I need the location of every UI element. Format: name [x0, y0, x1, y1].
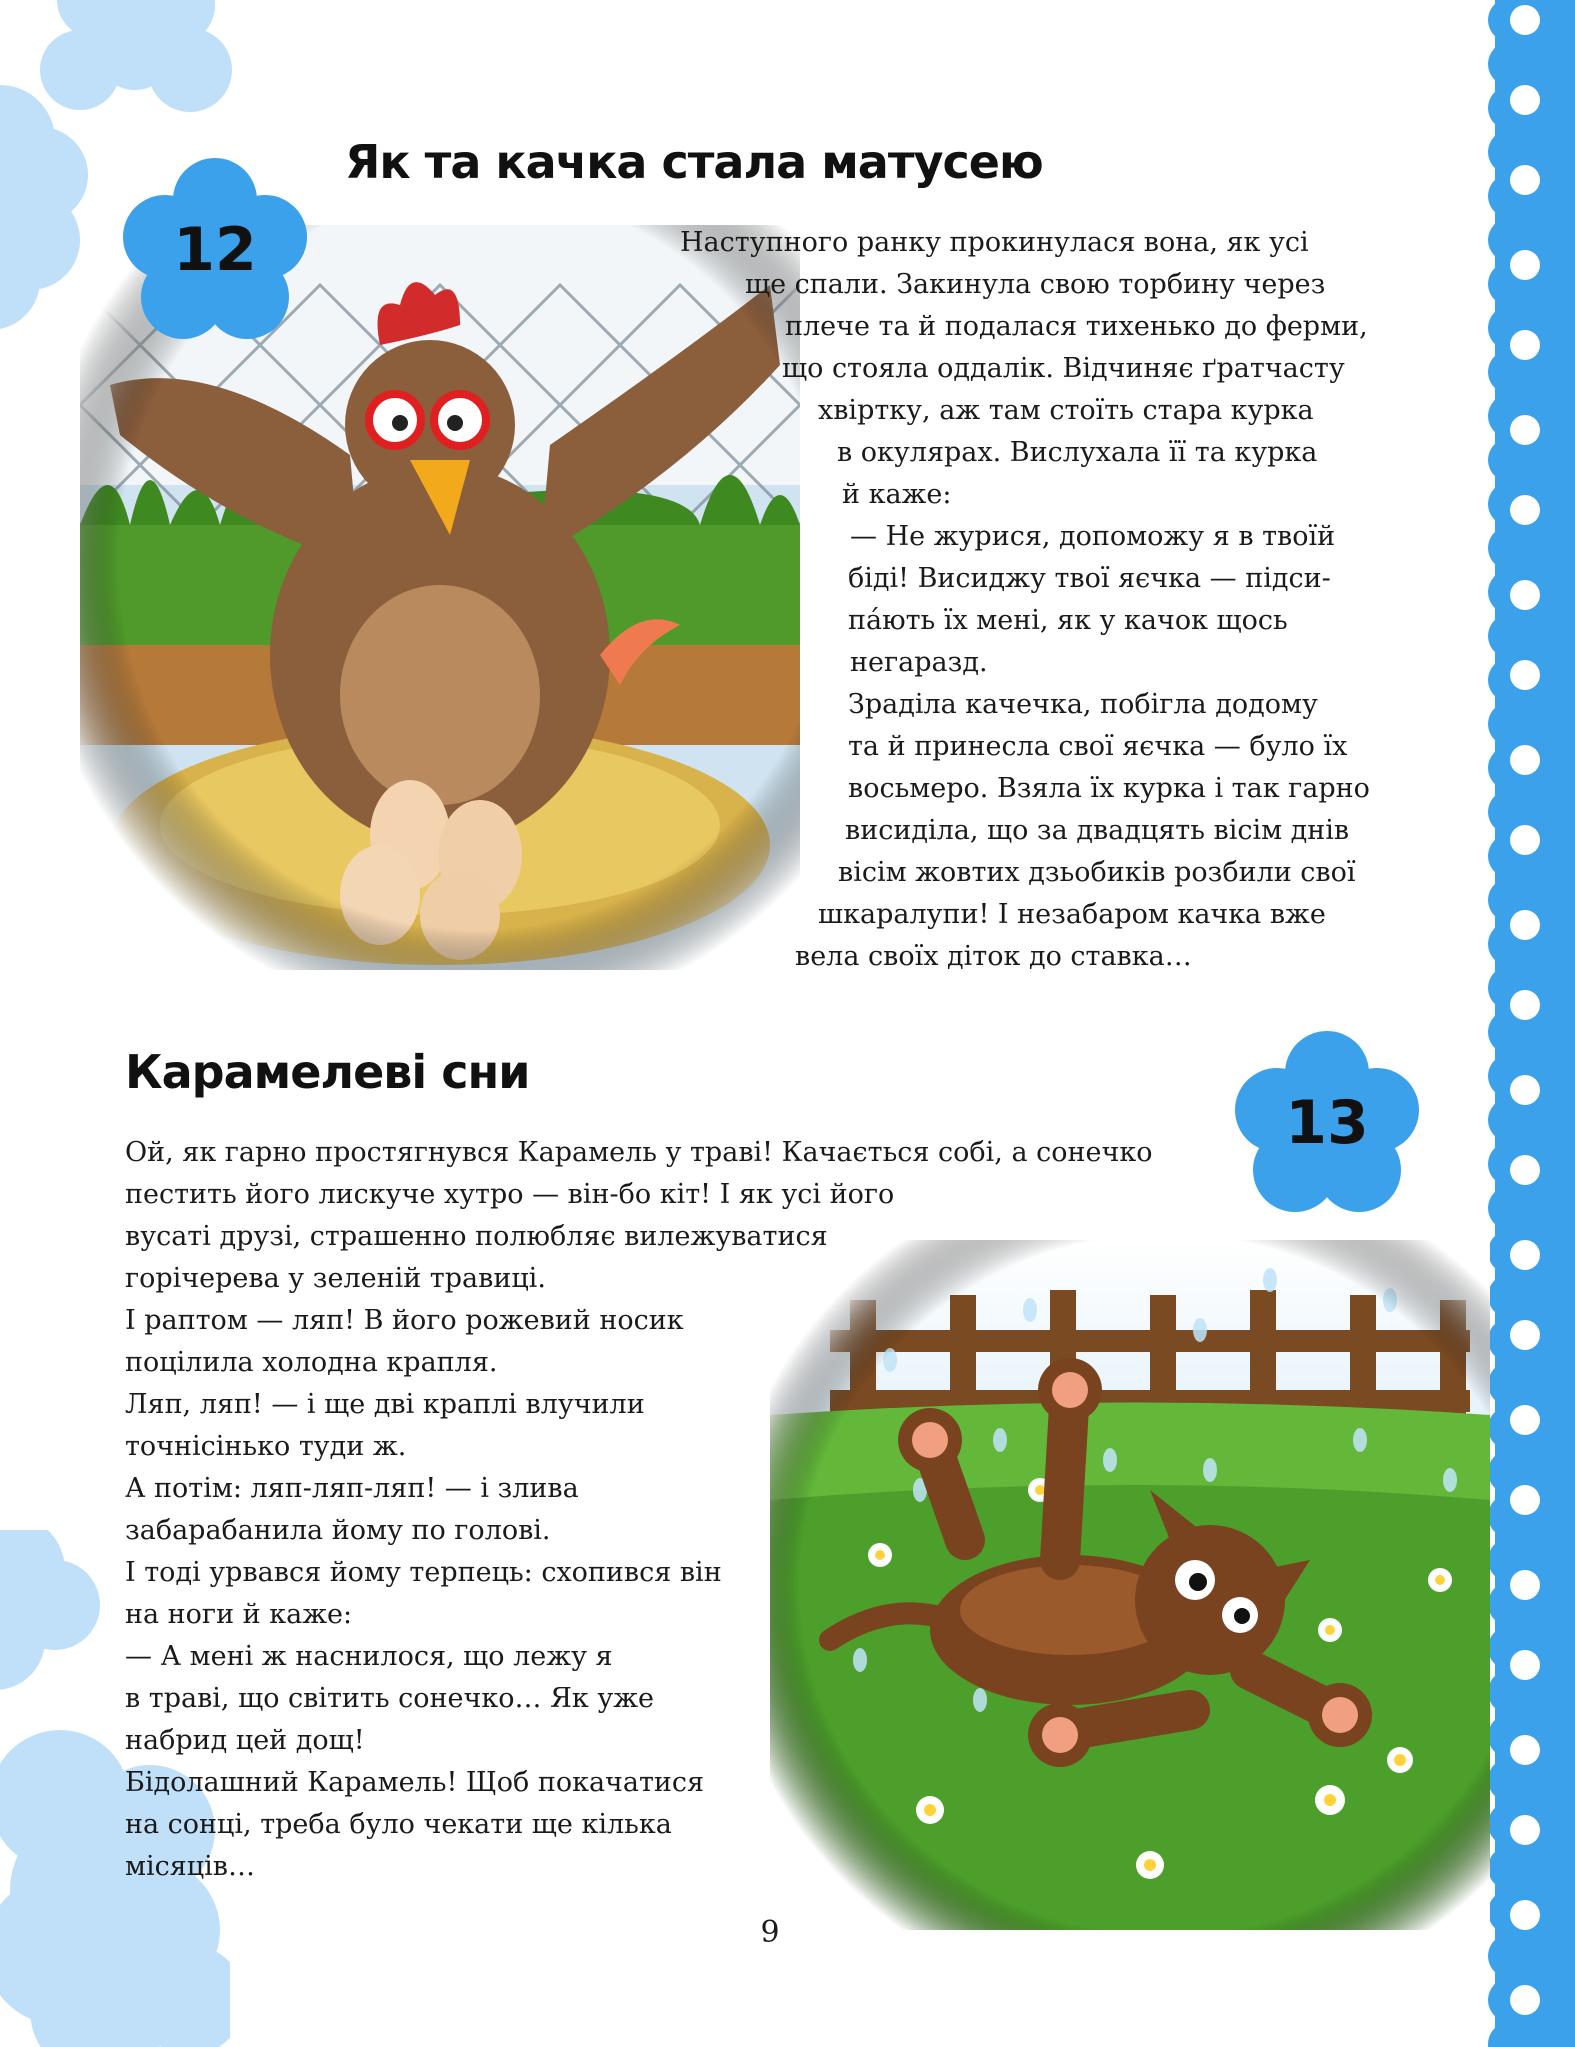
story-13-number-badge: [1232, 1028, 1422, 1218]
story-13-line: Ляп, ляп! — і ще дві краплі влучили: [125, 1389, 645, 1420]
story-13-line: — А мені ж наснилося, що лежу я: [125, 1641, 613, 1672]
story-13-line: А потім: ляп-ляп-ляп! — і злива: [125, 1473, 579, 1504]
story-13-line: Ой, як гарно простягнувся Карамель у траві! Качається собі, а сонечко: [125, 1137, 1153, 1168]
story-12-line: вісім жовтих дзьобиків розбили свої: [838, 857, 1356, 888]
story-13-line: набрид цей дощ!: [125, 1725, 365, 1756]
story-13-line: горічерева у зеленій травиці.: [125, 1263, 546, 1294]
story-12-line: вела своїх діток до ставка…: [795, 941, 1192, 972]
story-12-line: восьмеро. Взяла їх курка і так гарно: [848, 773, 1370, 804]
story-12-title: Як та качка стала матусею: [345, 135, 1043, 189]
story-12-line: біді! Висиджу твої яєчка — підси-: [848, 563, 1331, 594]
story-12-line: ще спали. Закинула свою торбину через: [745, 269, 1326, 300]
story-12-line: висиділа, що за двадцять вісім днів: [845, 815, 1350, 846]
story-12-line: Зраділа качечка, побігла додому: [848, 689, 1318, 720]
story-12-line: в окулярах. Вислухала її та курка: [837, 437, 1318, 468]
story-12-line: Наступного ранку прокинулася вона, як усі: [680, 227, 1309, 258]
story-13-line: І тоді урвався йому терпець: схопився він: [125, 1557, 722, 1588]
story-13-line: в траві, що світить сонечко… Як уже: [125, 1683, 655, 1714]
cat-in-rain-illustration: [770, 1240, 1490, 1930]
story-13-line: вусаті друзі, страшенно полюбляє вилежуватися: [125, 1221, 828, 1252]
story-13-line: на сонці, треба було чекати ще кілька: [125, 1809, 672, 1840]
story-13-title: Карамелеві сни: [125, 1045, 530, 1099]
story-13-line: місяців…: [125, 1851, 255, 1882]
story-12-number-badge: [120, 155, 310, 345]
story-12-line: шкаралупи! І незабаром качка вже: [818, 899, 1326, 930]
story-13-line: забарабанила йому по голові.: [125, 1515, 551, 1546]
story-12-line: та й принесла свої яєчка — було їх: [848, 731, 1348, 762]
story-13-line: І раптом — ляп! В його рожевий носик: [125, 1305, 684, 1336]
story-12-line: — Не журися, допоможу я в твоїй: [850, 521, 1336, 552]
story-13-line: пестить його лискуче хутро — він-бо кіт! І як усі його: [125, 1179, 895, 1210]
story-12-line: й каже:: [842, 479, 952, 510]
story-12-line: па́ють їх мені, як у качок щось: [848, 605, 1288, 636]
story-13-number: 13: [1285, 1088, 1369, 1158]
story-13-line: точнісінько туди ж.: [125, 1431, 407, 1462]
story-12-line: негаразд.: [850, 647, 988, 678]
story-13-line: поцілила холодна крапля.: [125, 1347, 498, 1378]
story-12-line: плече та й подалася тихенько до ферми,: [785, 311, 1368, 342]
story-13-line: на ноги й каже:: [125, 1599, 353, 1630]
story-12-number: 12: [173, 215, 257, 285]
story-13-line: Бідолашний Карамель! Щоб покачатися: [125, 1767, 705, 1798]
story-12-line: що стояла оддалік. Відчиняє ґратчасту: [782, 353, 1345, 384]
page-number: 9: [760, 1915, 780, 1950]
story-12-line: хвіртку, аж там стоїть стара курка: [818, 395, 1314, 426]
